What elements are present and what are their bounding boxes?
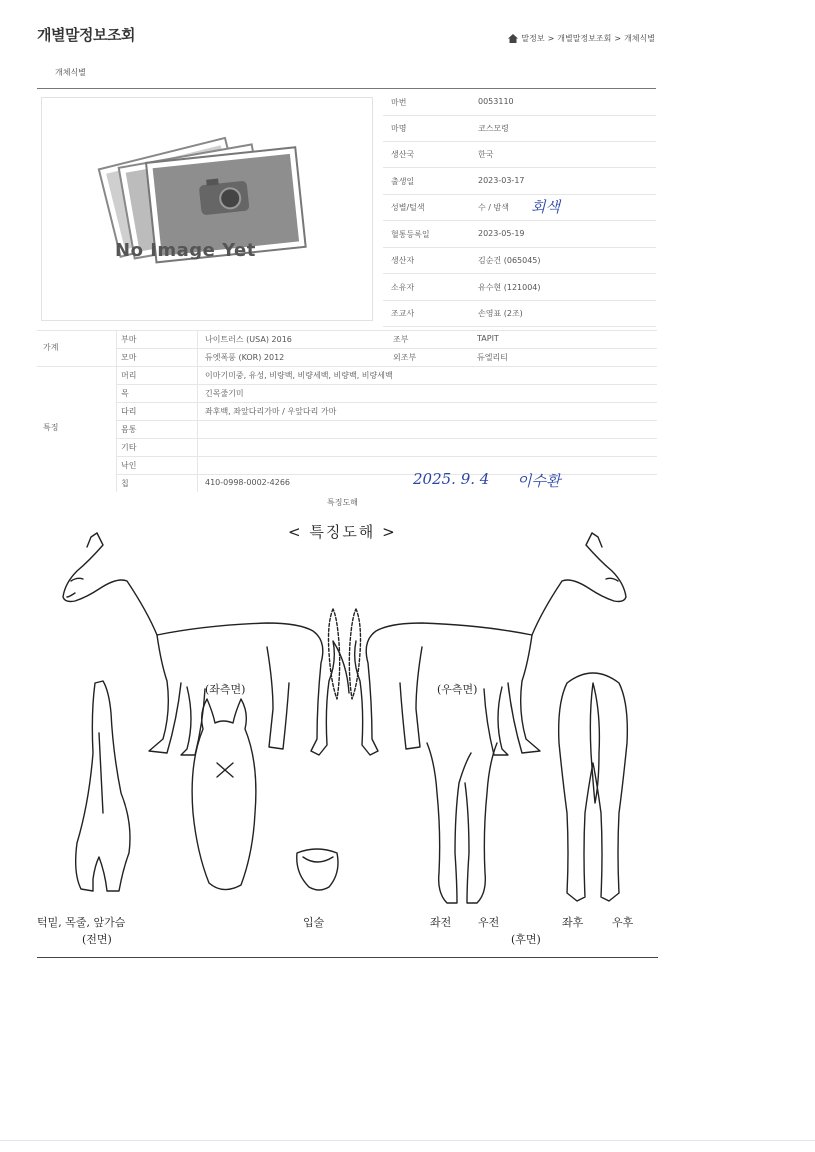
tab-identification[interactable]: 개체식별 bbox=[55, 68, 86, 77]
feature-row-brand bbox=[117, 456, 657, 475]
pedigree-row-sire bbox=[117, 330, 657, 349]
left-side-caption: (좌측면) bbox=[205, 683, 246, 696]
field-value: 0053110 bbox=[478, 97, 514, 106]
rear-view-outline bbox=[559, 673, 628, 901]
feature-row-neck bbox=[117, 384, 657, 403]
feature-label: 머리 bbox=[121, 371, 137, 380]
field-value: 수 / 밤색 bbox=[478, 203, 509, 212]
feature-value: 좌후백, 좌앞다리가마 / 우앞다리 가마 bbox=[205, 407, 337, 416]
home-icon[interactable] bbox=[508, 34, 518, 43]
no-image-text: No Image Yet bbox=[115, 240, 256, 261]
field-row-country bbox=[383, 141, 656, 168]
feature-value: 410-0998-0002-4266 bbox=[205, 478, 291, 487]
front-view-caption: (전면) bbox=[82, 933, 112, 946]
sire-value: 나이트러스 (USA) 2016 bbox=[205, 335, 292, 344]
feature-row-chip bbox=[117, 470, 657, 492]
field-row-breeder bbox=[383, 247, 656, 274]
pedigree-group-label: 가계 bbox=[43, 343, 59, 352]
feature-row-head bbox=[117, 366, 657, 385]
photo-placeholder-icon bbox=[42, 98, 372, 320]
diagram-title: < 특징도해 > bbox=[288, 523, 397, 541]
feature-row-other bbox=[117, 438, 657, 457]
field-value: 코스모령 bbox=[478, 124, 509, 133]
right-side-horse-outline bbox=[349, 533, 626, 755]
feature-value: 긴목줄기미 bbox=[205, 389, 244, 398]
dam-sire-value: 듀엘리티 bbox=[477, 353, 508, 362]
feature-label: 낙인 bbox=[121, 461, 137, 470]
dam-label: 모마 bbox=[121, 353, 137, 362]
breadcrumb-home[interactable]: 말정보 bbox=[521, 34, 545, 43]
page-title: 개별말정보조회 bbox=[37, 26, 135, 44]
breadcrumb-section[interactable]: 개별말정보조회 bbox=[557, 34, 612, 43]
face-view-outline bbox=[192, 699, 256, 890]
breadcrumb-separator: > bbox=[614, 34, 622, 43]
field-label: 생산국 bbox=[391, 150, 415, 159]
field-row-owner bbox=[383, 274, 656, 301]
pedigree-features-table bbox=[37, 330, 657, 492]
grandsire-label: 조부 bbox=[393, 335, 409, 344]
field-label: 출생일 bbox=[391, 177, 415, 186]
diagram-section-label: 특징도해 bbox=[327, 498, 358, 507]
feature-label: 목 bbox=[121, 389, 129, 398]
handwritten-signature: 이수환 bbox=[517, 472, 561, 490]
field-value: 손영표 (2조) bbox=[478, 309, 523, 318]
handwritten-date: 2025. 9. 4 bbox=[413, 470, 490, 488]
bottom-divider bbox=[37, 957, 658, 958]
breadcrumb-separator: > bbox=[547, 34, 555, 43]
field-row-trainer bbox=[383, 300, 656, 327]
field-row-registration-date bbox=[383, 221, 656, 248]
handwritten-color-note: 회색 bbox=[531, 198, 560, 216]
field-value: 유수현 (121004) bbox=[478, 283, 541, 292]
field-value: 김순건 (065045) bbox=[478, 256, 541, 265]
field-label: 조교사 bbox=[391, 309, 415, 318]
field-row-horse-name bbox=[383, 115, 656, 142]
dam-sire-label: 외조부 bbox=[393, 353, 417, 362]
left-fore-caption: 좌전 bbox=[430, 916, 452, 929]
feature-label: 다리 bbox=[121, 407, 137, 416]
field-label: 혈통등록일 bbox=[391, 230, 430, 239]
horse-markings-diagram bbox=[37, 513, 657, 958]
field-label: 소유자 bbox=[391, 283, 415, 292]
rear-view-caption: (후면) bbox=[511, 933, 541, 946]
left-hind-caption: 좌후 bbox=[562, 916, 584, 929]
right-fore-caption: 우전 bbox=[478, 916, 500, 929]
grandsire-value: TAPIT bbox=[477, 334, 499, 343]
footer-divider bbox=[0, 1140, 815, 1141]
sire-label: 부마 bbox=[121, 335, 137, 344]
feature-row-body bbox=[117, 420, 657, 439]
front-caption: 턱밑, 목줄, 앞가슴 bbox=[37, 916, 126, 929]
horse-photo-box bbox=[41, 97, 373, 321]
feature-label: 기타 bbox=[121, 443, 137, 452]
field-value: 한국 bbox=[478, 150, 494, 159]
field-label: 성별/털색 bbox=[391, 203, 425, 212]
muzzle-caption: 입술 bbox=[303, 916, 325, 929]
front-legs-view-outline bbox=[427, 743, 497, 903]
field-value: 2023-03-17 bbox=[478, 176, 525, 185]
field-label: 마명 bbox=[391, 124, 407, 133]
field-row-sex-color bbox=[383, 194, 656, 221]
field-label: 마번 bbox=[391, 98, 407, 107]
dam-value: 듀엣폭풍 (KOR) 2012 bbox=[205, 353, 285, 362]
features-group-label: 특징 bbox=[43, 423, 59, 432]
left-side-horse-outline bbox=[63, 533, 349, 755]
muzzle-outline bbox=[297, 849, 338, 890]
feature-row-legs bbox=[117, 402, 657, 421]
field-row-horse-number bbox=[383, 89, 656, 116]
feature-value: 이마기미중, 유성, 비량백, 비량세백, 비량백, 비량세백 bbox=[205, 371, 393, 380]
pedigree-row-dam bbox=[117, 348, 657, 367]
field-value: 2023-05-19 bbox=[478, 229, 525, 238]
breadcrumb bbox=[508, 33, 655, 44]
right-side-caption: (우측면) bbox=[437, 683, 478, 696]
breadcrumb-current: 개체식별 bbox=[624, 34, 655, 43]
field-label: 생산자 bbox=[391, 256, 415, 265]
feature-label: 칩 bbox=[121, 479, 129, 488]
front-view-outline bbox=[76, 681, 130, 891]
right-hind-caption: 우후 bbox=[612, 916, 634, 929]
field-row-birth-date bbox=[383, 168, 656, 195]
feature-label: 몸통 bbox=[121, 425, 137, 434]
